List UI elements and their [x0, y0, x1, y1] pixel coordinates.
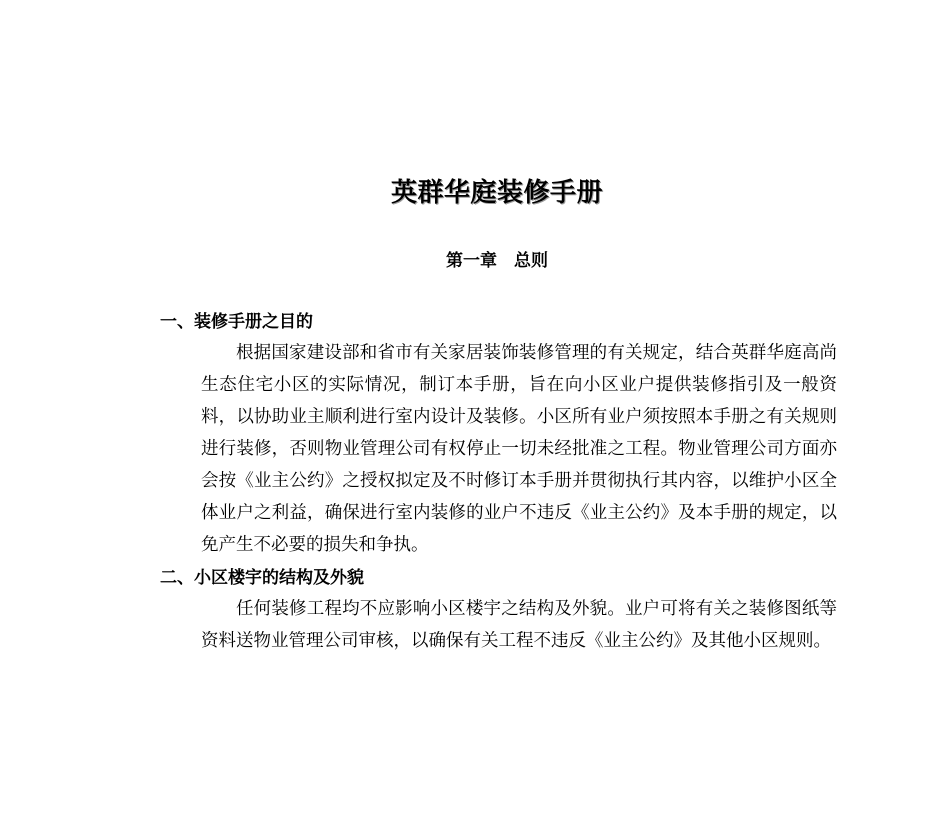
section-heading-purpose: 一、装修手册之目的	[160, 312, 313, 332]
chapter-title: 第一章 总则	[446, 251, 548, 271]
section-heading-structure: 二、小区楼宇的结构及外貌	[160, 568, 364, 588]
document-title: 英群华庭装修手册	[390, 178, 603, 208]
section-body-structure: 任何装修工程均不应影响小区楼宇之结构及外貌。业户可将有关之装修图纸等资料送物业管理公司审核，以确保有关工程不违反《业主公约》及其他小区规则。	[201, 599, 837, 651]
section-body-purpose: 根据国家建设部和省市有关家居装饰装修管理的有关规定，结合英群华庭高尚生态住宅小区的实际情况，制订本手册，旨在向小区业户提供装修指引及一般资料，以协助业主顺利进行室内设计及装修。小区所有业户须按照本手册之有关规则进行装修，否则物业管理公司有权停止一切未经批准之工程。物业管理公司方面亦会按《业主公约》之授权拟定及不时修订本手册并贯彻执行其内容，以维护小区全体业户之利益，确保进行室内装修的业户不违反《业主公约》及本手册的规定，以免产生不必要的损失和争执。	[201, 343, 837, 555]
